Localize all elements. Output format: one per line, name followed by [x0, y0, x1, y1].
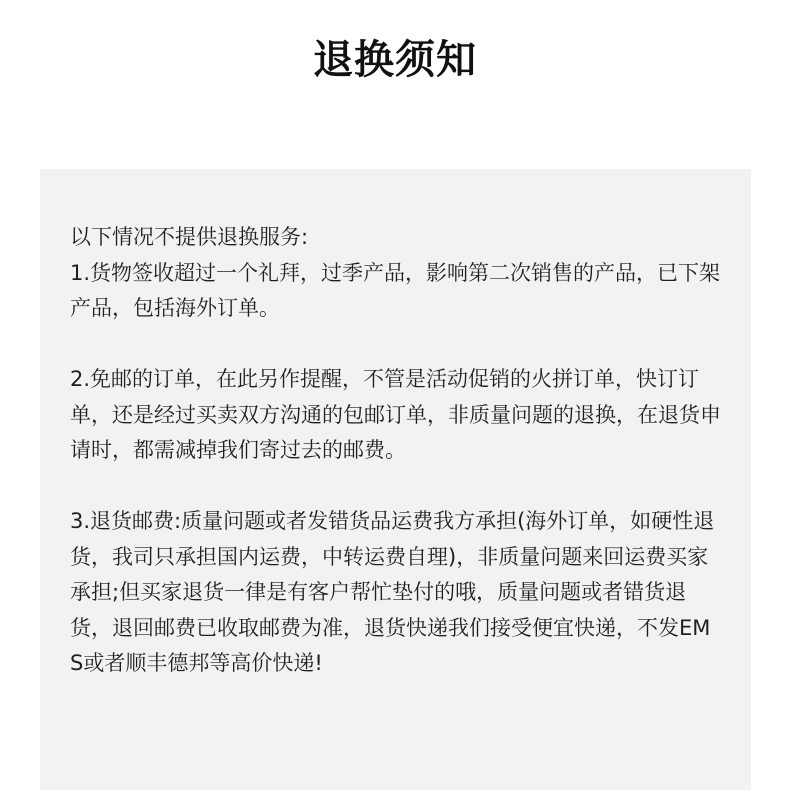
notice-item-1: 1.货物签收超过一个礼拜，过季产品，影响第二次销售的产品，已下架产品，包括海外订单。: [70, 260, 721, 320]
page-title: 退换须知: [313, 37, 477, 83]
paragraph-gap: [70, 469, 721, 505]
notice-panel: [40, 169, 751, 790]
notice-item-3: 3.退货邮费:质量问题或者发错货品运费我方承担(海外订单，如硬性退货，我司只承担国内运费，中转运费自理)，非质量问题来回运费买家承担;但买家退货一律是有客户帮忙垫付的哦，质量问题或者错货退货，退回邮费已收取邮费为准，退货快递我们接受便宜快递，不发EMS或者顺丰德邦等高价快递!: [70, 509, 715, 675]
notice-item-2: 2.免邮的订单，在此另作提醒，不管是活动促销的火拼订单，快订订单，还是经过买卖双方沟通的包邮订单，非质量问题的退换，在退货申请时，都需减掉我们寄过去的邮费。: [70, 367, 721, 462]
notice-text: [70, 220, 721, 682]
paragraph-gap: [70, 327, 721, 363]
notice-intro: 以下情况不提供退换服务:: [70, 225, 309, 249]
